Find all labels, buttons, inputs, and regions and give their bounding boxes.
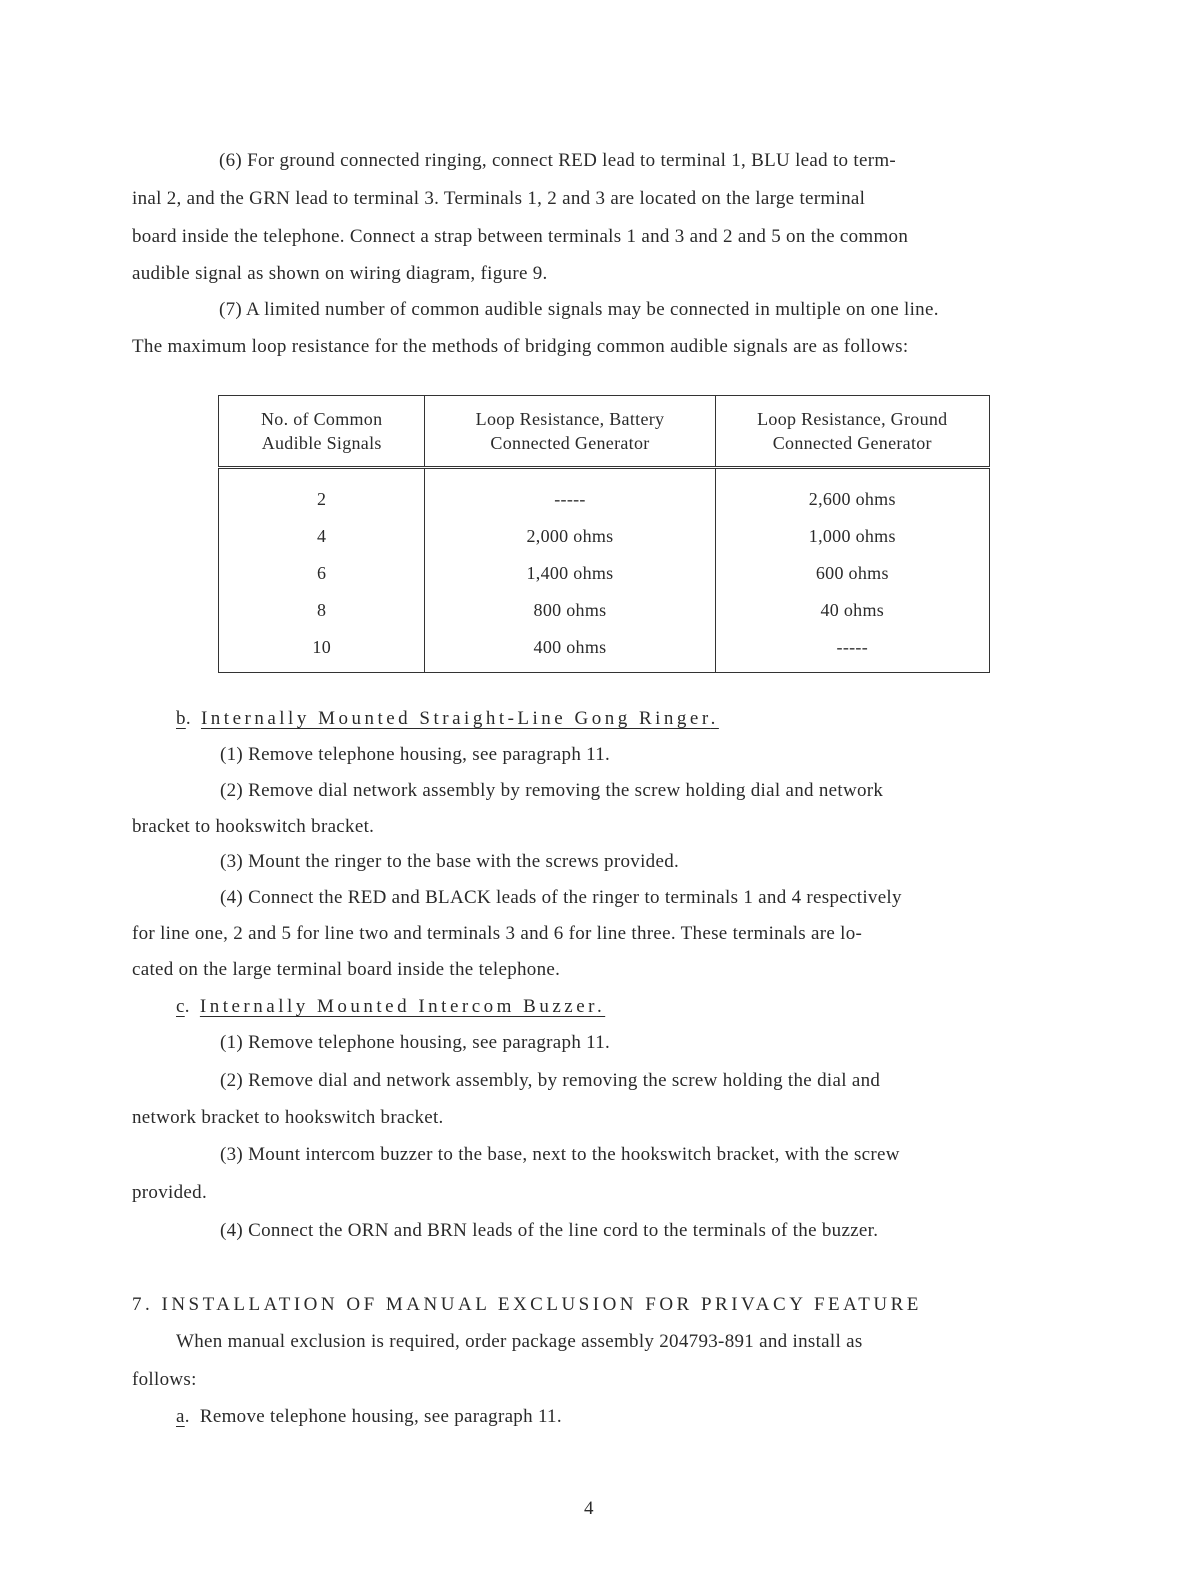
table-cell: ----- <box>425 468 715 519</box>
section-c-step-4: (4) Connect the ORN and BRN leads of the line cord to the terminals of the buzzer. <box>220 1220 879 1241</box>
table-cell: 2,000 ohms <box>425 518 715 555</box>
section-b-step-2-line-1: (2) Remove dial network assembly by removing the screw holding dial and network <box>220 780 884 801</box>
table-cell: 10 <box>219 629 425 673</box>
section-c-step-2-line-2: network bracket to hookswitch bracket. <box>132 1107 444 1128</box>
table-row <box>219 468 990 519</box>
section-c-letter: c <box>176 996 185 1017</box>
table-cell: 8 <box>219 592 425 629</box>
section-b-step-4-line-2: for line one, 2 and 5 for line two and terminals 3 and 6 for line three. These terminals are lo- <box>132 923 863 944</box>
table-row <box>219 555 990 592</box>
section-7-intro-line-1: When manual exclusion is required, order package assembly 204793-891 and install as <box>176 1331 863 1352</box>
section-b-step-2-line-2: bracket to hookswitch bracket. <box>132 816 375 837</box>
section-b-step-1: (1) Remove telephone housing, see paragraph 11. <box>220 744 611 765</box>
table-cell: 2,600 ohms <box>715 468 989 519</box>
para-7-line-1: (7) A limited number of common audible signals may be connected in multiple on one line. <box>219 299 939 320</box>
section-b-step-4-line-1: (4) Connect the RED and BLACK leads of the ringer to terminals 1 and 4 respectively <box>220 887 902 908</box>
loop-resistance-table <box>218 395 990 673</box>
section-c-step-2-line-1: (2) Remove dial and network assembly, by removing the screw holding the dial and <box>220 1070 881 1091</box>
section-7-step-a: a. Remove telephone housing, see paragraph 11. <box>176 1406 562 1427</box>
header-battery-generator: Loop Resistance, Battery Connected Generator <box>425 396 715 468</box>
section-c-step-3-line-2: provided. <box>132 1182 207 1203</box>
table-cell: 6 <box>219 555 425 592</box>
section-b-title: Internally Mounted Straight-Line Gong Ringer <box>200 708 711 729</box>
table-row <box>219 592 990 629</box>
section-b-step-3: (3) Mount the ringer to the base with the screws provided. <box>220 851 680 872</box>
section-7-heading: 7. INSTALLATION OF MANUAL EXCLUSION FOR PRIVACY FEATURE <box>132 1294 922 1315</box>
table-cell: ----- <box>715 629 989 673</box>
table-cell: 600 ohms <box>715 555 989 592</box>
section-c-step-3-line-1: (3) Mount intercom buzzer to the base, next to the hookswitch bracket, with the screw <box>220 1144 900 1165</box>
header-signals: No. of Common Audible Signals <box>219 396 425 468</box>
para-7-line-2: The maximum loop resistance for the methods of bridging common audible signals are as follows: <box>132 336 909 357</box>
table-cell: 2 <box>219 468 425 519</box>
section-c-title: Internally Mounted Intercom Buzzer <box>199 996 597 1017</box>
para-6-line-1: (6) For ground connected ringing, connect RED lead to terminal 1, BLU lead to term- <box>219 150 897 171</box>
page-number: 4 <box>584 1498 594 1519</box>
header-ground-generator: Loop Resistance, Ground Connected Generator <box>715 396 989 468</box>
table-cell: 1,400 ohms <box>425 555 715 592</box>
table-cell: 1,000 ohms <box>715 518 989 555</box>
para-6-line-3: board inside the telephone. Connect a strap between terminals 1 and 3 and 2 and 5 on the common <box>132 226 909 247</box>
section-c-step-1: (1) Remove telephone housing, see paragraph 11. <box>220 1032 611 1053</box>
section-b-step-4-line-3: cated on the large terminal board inside the telephone. <box>132 959 561 980</box>
table-cell: 40 ohms <box>715 592 989 629</box>
para-6-line-2: inal 2, and the GRN lead to terminal 3. Terminals 1, 2 and 3 are located on the large terminal <box>132 188 866 209</box>
table-header-row <box>219 396 990 468</box>
para-6-line-4: audible signal as shown on wiring diagram, figure 9. <box>132 263 548 284</box>
section-c-heading: c. Internally Mounted Intercom Buzzer. <box>176 996 606 1017</box>
step-a-text: Remove telephone housing, see paragraph 11. <box>199 1406 562 1427</box>
table-cell: 4 <box>219 518 425 555</box>
table-cell: 400 ohms <box>425 629 715 673</box>
step-a-letter: a <box>176 1406 185 1427</box>
section-7-intro-line-2: follows: <box>132 1369 197 1390</box>
table-row <box>219 629 990 673</box>
section-b-heading: b. Internally Mounted Straight-Line Gong Ringer. <box>176 708 719 729</box>
table-row <box>219 518 990 555</box>
section-b-letter: b <box>176 708 186 729</box>
table-cell: 800 ohms <box>425 592 715 629</box>
